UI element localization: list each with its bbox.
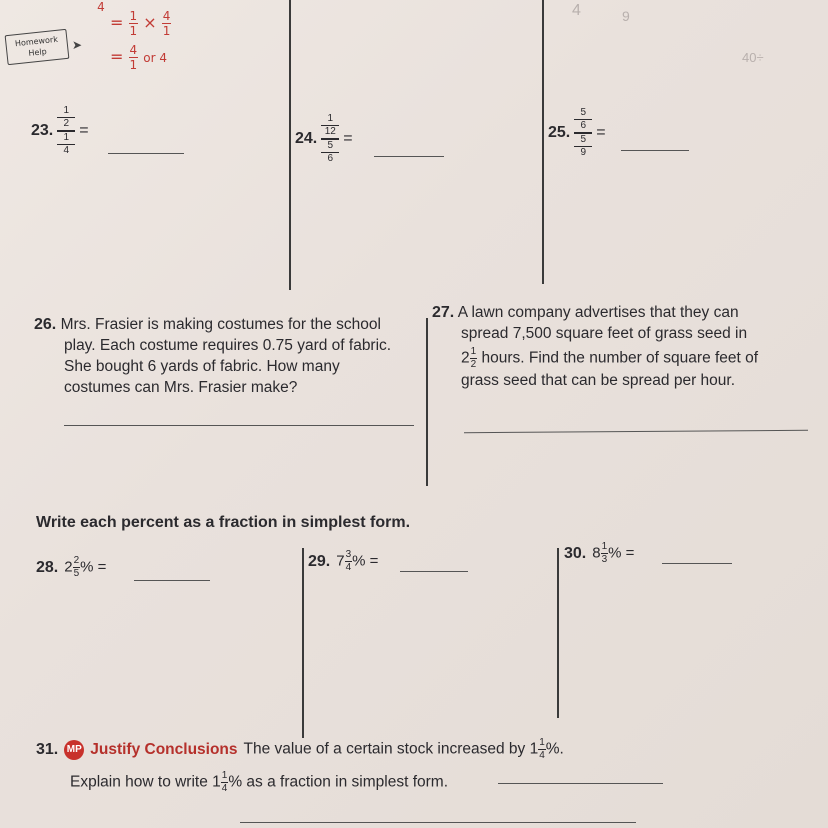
problem-number: 25. [548, 123, 571, 141]
bot-num: 1 [63, 131, 70, 143]
answer-line-28[interactable] [134, 580, 210, 581]
hand-f1-den: 1 [129, 24, 138, 39]
problem-26 [34, 314, 424, 398]
equals-sign: = [79, 121, 89, 139]
top-num: 1 [63, 105, 70, 116]
p27-line3 [432, 347, 822, 370]
hand-f2-den: 1 [162, 24, 171, 39]
faint-pencil-3: 40÷ [742, 50, 764, 65]
answer-line-27[interactable] [464, 430, 808, 433]
homework-help-line1: Homework [14, 34, 59, 49]
p27-line4: grass seed that can be spread per hour. [461, 372, 736, 389]
equals-sign: = [343, 129, 353, 147]
section-heading: Write each percent as a fraction in simplest form. [36, 514, 411, 531]
p31-den: 4 [539, 750, 545, 761]
mixed-whole: 2 [64, 558, 73, 576]
top-num: 5 [580, 107, 587, 118]
bot-den: 6 [327, 152, 334, 164]
top-den: 2 [63, 118, 70, 129]
hand-or-four: or 4 [143, 51, 167, 66]
p31-num-2: 1 [221, 770, 228, 781]
p26-line3: She bought 6 yards of fabric. How many [64, 358, 340, 375]
p31-den-2: 4 [221, 783, 228, 794]
complex-fraction [574, 108, 592, 158]
p26-line4: costumes can Mrs. Frasier make? [64, 379, 298, 396]
divider-5 [557, 548, 559, 718]
problem-31 [36, 738, 816, 794]
problem-25 [548, 108, 606, 158]
answer-line-29[interactable] [400, 571, 468, 572]
mixed-whole: 7 [336, 552, 345, 570]
homework-help-stamp [5, 29, 70, 65]
equals-sign: = [596, 123, 606, 141]
mixed-num: 2 [73, 555, 80, 566]
mixed-num: 3 [345, 549, 352, 560]
hand-f2-num: 4 [162, 9, 171, 23]
justify-conclusions-title: Justify Conclusions [90, 740, 238, 758]
bot-den: 9 [580, 146, 587, 158]
mixed-num: 1 [601, 541, 608, 552]
top-den: 6 [580, 120, 587, 131]
arrow-icon: ➤ [72, 38, 83, 52]
p26-line2: play. Each costume requires 0.75 yard of fabric. [64, 337, 392, 354]
problem-number: 31. [36, 740, 59, 758]
complex-fraction [57, 106, 75, 156]
hand-equals: = [110, 13, 124, 33]
problem-number: 23. [31, 121, 54, 139]
top-den: 12 [324, 126, 336, 137]
mixed-den: 5 [73, 568, 80, 579]
p31-text2: Explain how to write 1 [70, 773, 221, 791]
answer-line-26[interactable] [64, 425, 414, 426]
complex-fraction [321, 114, 339, 164]
problem-number: 26. [34, 316, 57, 333]
problem-number: 24. [295, 129, 318, 147]
homework-help-line2: Help [28, 47, 48, 58]
p27-line2: spread 7,500 square feet of grass seed in [461, 325, 748, 342]
problem-24 [295, 114, 353, 164]
divider-1 [289, 0, 291, 290]
answer-line-24[interactable] [374, 156, 444, 157]
bot-den: 4 [63, 144, 70, 156]
mixed-den: 2 [470, 359, 477, 370]
p27-line1: A lawn company advertises that they can [457, 304, 739, 321]
hand-f3-den: 1 [129, 58, 138, 73]
mixed-whole: 8 [592, 544, 601, 562]
answer-line-30[interactable] [662, 563, 732, 564]
hand-f1-num: 1 [129, 9, 138, 23]
problem-30 [564, 542, 634, 565]
percent-suffix: % = [80, 558, 107, 576]
problem-number: 30. [564, 544, 587, 562]
divider-3 [426, 318, 428, 486]
p26-line1: Mrs. Frasier is making costumes for the school [60, 316, 381, 333]
percent-suffix: % = [352, 552, 379, 570]
divider-2 [542, 0, 544, 284]
mixed-num: 1 [470, 346, 477, 357]
bot-num: 5 [580, 133, 587, 145]
hand-f3-num: 4 [129, 43, 138, 57]
problem-27 [432, 302, 822, 391]
faint-pencil-1: 4 [572, 2, 581, 19]
answer-line-25[interactable] [621, 150, 689, 151]
divider-4 [302, 548, 304, 738]
p31-text1-end: %. [545, 740, 564, 758]
mixed-den: 3 [601, 554, 608, 565]
bot-num: 5 [327, 139, 334, 151]
answer-line-23[interactable] [108, 153, 184, 154]
problem-number: 28. [36, 558, 59, 576]
problem-23 [31, 106, 89, 156]
answer-line-31[interactable] [498, 783, 663, 784]
faint-pencil-2: 9 [622, 8, 630, 24]
hand-top-denominator: 4 [97, 0, 105, 15]
p31-num: 1 [539, 737, 545, 748]
problem-29 [308, 550, 378, 573]
hand-equals-2: = [110, 47, 124, 67]
answer-line-31b[interactable] [240, 822, 636, 823]
problem-number: 27. [432, 304, 455, 321]
problem-number: 29. [308, 552, 331, 570]
mixed-den: 4 [345, 562, 352, 573]
top-num: 1 [327, 113, 334, 124]
p31-text2-end: % as a fraction in simplest form. [228, 773, 449, 791]
mixed-whole: 2 [461, 349, 470, 367]
problem-28 [36, 556, 106, 579]
mp-badge: MP [64, 740, 84, 760]
p27-line3-text: hours. Find the number of square feet of [481, 349, 759, 367]
percent-suffix: % = [608, 544, 635, 562]
p31-text1: The value of a certain stock increased by 1 [243, 740, 539, 758]
hand-times: × [143, 13, 157, 33]
